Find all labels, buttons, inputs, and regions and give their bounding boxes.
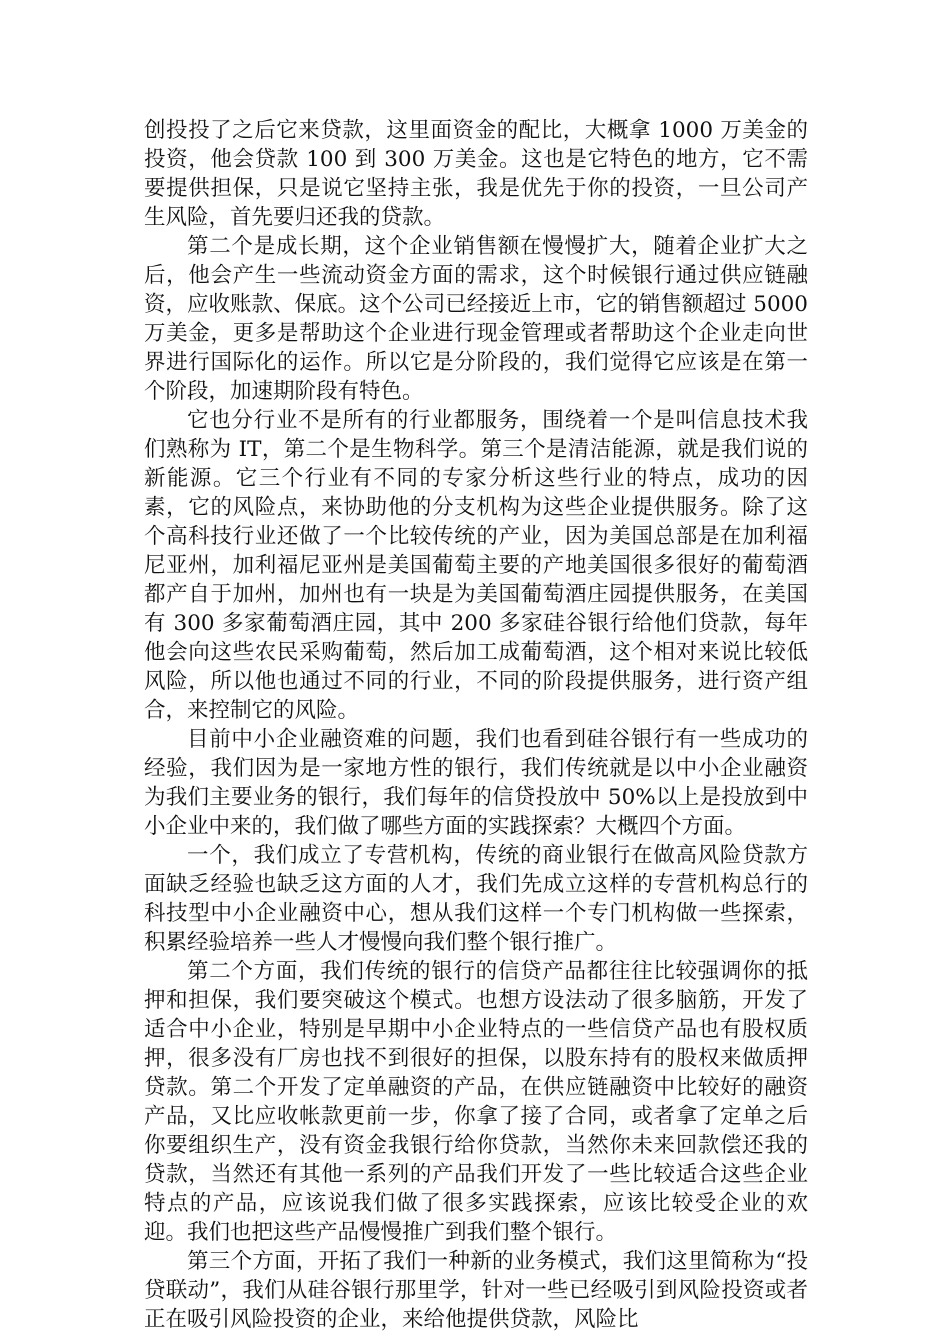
paragraph-2: 第二个是成长期，这个企业销售额在慢慢扩大，随着企业扩大之后，他会产生一些流动资金方面的需求，这个时候银行通过供应链融资，应收账款、保底。这个公司已经接近上市，它的销售额超过 5000 万美金，更多是帮助这个企业进行现金管理或者帮助这个企业走向世界进行国际化的运作。所以它是分阶段的，我们觉得它应该是在第一个阶段，加速期阶段有特色。: [144, 234, 808, 404]
paragraph-3: 它也分行业不是所有的行业都服务，围绕着一个是叫信息技术我们熟称为 IT，第二个是生物科学。第三个是清洁能源，就是我们说的新能源。它三个行业有不同的专家分析这些行业的特点，成功的因素，它的风险点，来协助他的分支机构为这些企业提供服务。除了这个高科技行业还做了一个比较传统的产业，因为美国总部是在加利福尼亚州，加利福尼亚州是美国葡萄主要的产地美国很多很好的葡萄酒都产自于加州，加州也有一块是为美国葡萄酒庄园提供服务，在美国有 300 多家葡萄酒庄园，其中 200 多家硅谷银行给他们贷款，每年他会向这些农民采购葡萄，然后加工成葡萄酒，这个相对来说比较低风险，所以他也通过不同的行业，不同的阶段提供服务，进行资产组合，来控制它的风险。: [144, 408, 808, 723]
paragraph-7: 第三个方面，开拓了我们一种新的业务模式，我们这里简称为“投贷联动”，我们从硅谷银行那里学，针对一些已经吸引到风险投资或者正在吸引风险投资的企业，来给他提供贷款，风险比: [144, 1249, 808, 1332]
paragraph-6: 第二个方面，我们传统的银行的信贷产品都往往比较强调你的抵押和担保，我们要突破这个模式。也想方设法动了很多脑筋，开发了适合中小企业，特别是早期中小企业特点的一些信贷产品也有股权质押，很多没有厂房也找不到很好的担保，以股东持有的股权来做质押贷款。第二个开发了定单融资的产品，在供应链融资中比较好的融资产品，又比应收帐款更前一步，你拿了接了合同，或者拿了定单之后你要组织生产，没有资金我银行给你贷款，当然你未来回款偿还我的贷款，当然还有其他一系列的产品我们开发了一些比较适合这些企业特点的产品，应该说我们做了很多实践探索，应该比较受企业的欢迎。我们也把这些产品慢慢推广到我们整个银行。: [144, 959, 808, 1245]
paragraph-5: 一个，我们成立了专营机构，传统的商业银行在做高风险贷款方面缺乏经验也缺乏这方面的人才，我们先成立这样的专营机构总行的科技型中小企业融资中心，想从我们这样一个专门机构做一些探索，积累经验培养一些人才慢慢向我们整个银行推广。: [144, 843, 808, 955]
paragraph-1: 创投投了之后它来贷款，这里面资金的配比，大概拿 1000 万美金的投资，他会贷款 100 到 300 万美金。这也是它特色的地方，它不需要提供担保，只是说它坚持主张，我是优先于你的投资，一旦公司产生风险，首先要归还我的贷款。: [144, 118, 808, 230]
paragraph-4: 目前中小企业融资难的问题，我们也看到硅谷银行有一些成功的经验，我们因为是一家地方性的银行，我们传统就是以中小企业融资为我们主要业务的银行，我们每年的信贷投放中 50%以上是投放到中小企业中来的，我们做了哪些方面的实践探索？大概四个方面。: [144, 727, 808, 839]
document-page: [144, 116, 808, 1334]
